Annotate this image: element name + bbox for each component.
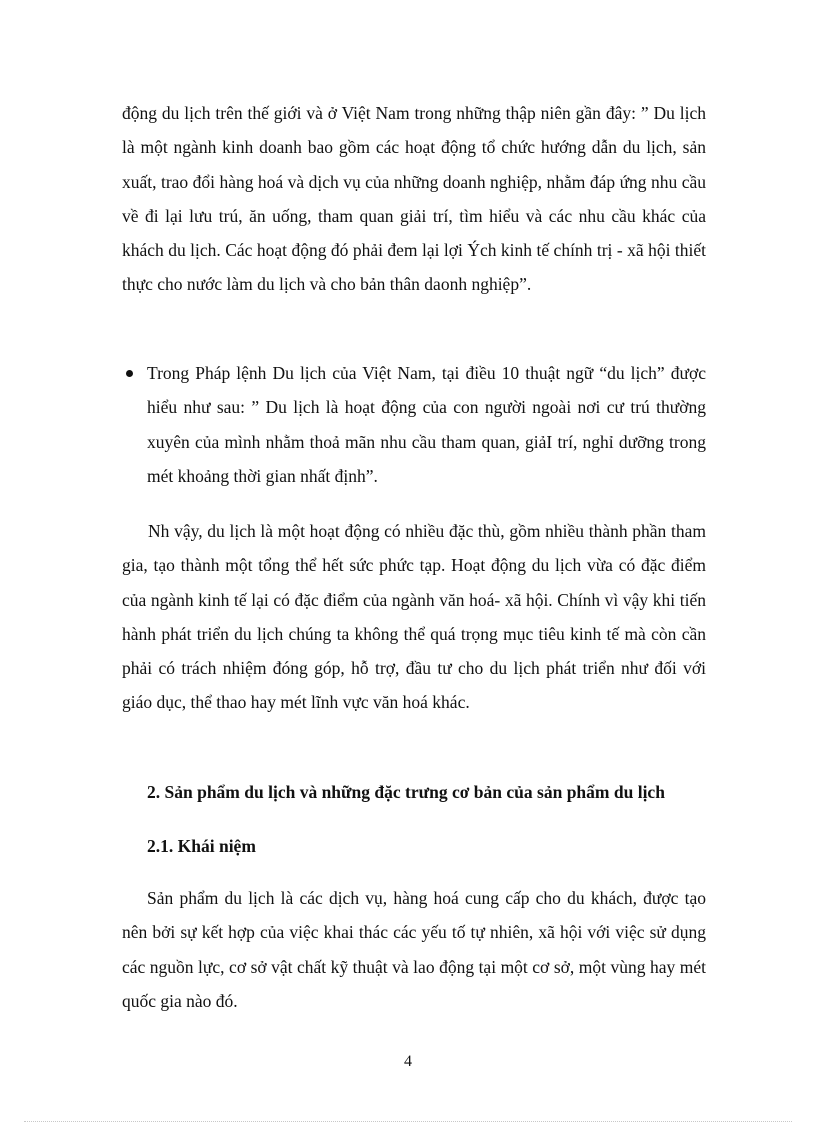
bullet-icon	[122, 356, 136, 390]
paragraph-tourism-characteristics	[122, 514, 706, 720]
paragraph-text: Nh vậy, du lịch là một hoạt động có nhiều đặc thù, gồm nhiều thành phần tham gia, tạo thành một tổng thể hết sức phức tạp. Hoạt động du lịch vừa có đặc điểm của ngành kinh tế lại có đặc điểm của ngành văn hoá- xã hội. Chính vì vậy khi tiến hành phát triển du lịch chúng ta không thể quá trọng mục tiêu kinh tế mà còn cần phải có trách nhiệm đóng góp, hỗ trợ, đầu tư cho du lịch phát triển như đối với giáo dục, thể thao hay mét lĩnh vực văn hoá khác.	[122, 521, 706, 713]
paragraph-product-definition: Sản phẩm du lịch là các dịch vụ, hàng hoá cung cấp cho du khách, được tạo nên bởi sự kết hợp của việc khai thác các yếu tố tự nhiên, xã hội với việc sử dụng các nguồn lực, cơ sở vật chất kỹ thuật và lao động tại một cơ sở, một vùng hay mét quốc gia nào đó.	[122, 888, 706, 1011]
bullet-list-item	[147, 356, 706, 493]
section-heading: 2. Sản phẩm du lịch và những đặc trưng cơ bản của sản phẩm du lịch	[147, 782, 665, 802]
page-number: 4	[404, 1053, 412, 1070]
subsection-heading: 2.1. Khái niệm	[147, 836, 256, 856]
paragraph-tourism-definition: động du lịch trên thế giới và ở Việt Nam trong những thập niên gần đây: ” Du lịch là một ngành kinh doanh bao gồm các hoạt động tổ chức hướng dẫn du lịch, sản xuất, trao đổi hàng hoá và dịch vụ của những doanh nghiệp, nhằm đáp ứng nhu cầu về đi lại lưu trú, ăn uống, tham quan giải trí, tìm hiểu và các nhu cầu khác của khách du lịch. Các hoạt động đó phải đem lại lợi Ých kinh tế chính trị - xã hội thiết thực cho nước làm du lịch và cho bản thân daonh nghiệp”.	[122, 103, 706, 295]
bullet-text: Trong Pháp lệnh Du lịch của Việt Nam, tại điều 10 thuật ngữ “du lịch” được hiểu như sau: ” Du lịch là hoạt động của con người ngoài nơi cư trú thường xuyên của mình nhằm thoả mãn nhu cầu tham quan, giảI trí, nghỉ dưỡng trong mét khoảng thời gian nhất định”.	[147, 363, 706, 486]
page-bottom-divider	[24, 1121, 792, 1122]
